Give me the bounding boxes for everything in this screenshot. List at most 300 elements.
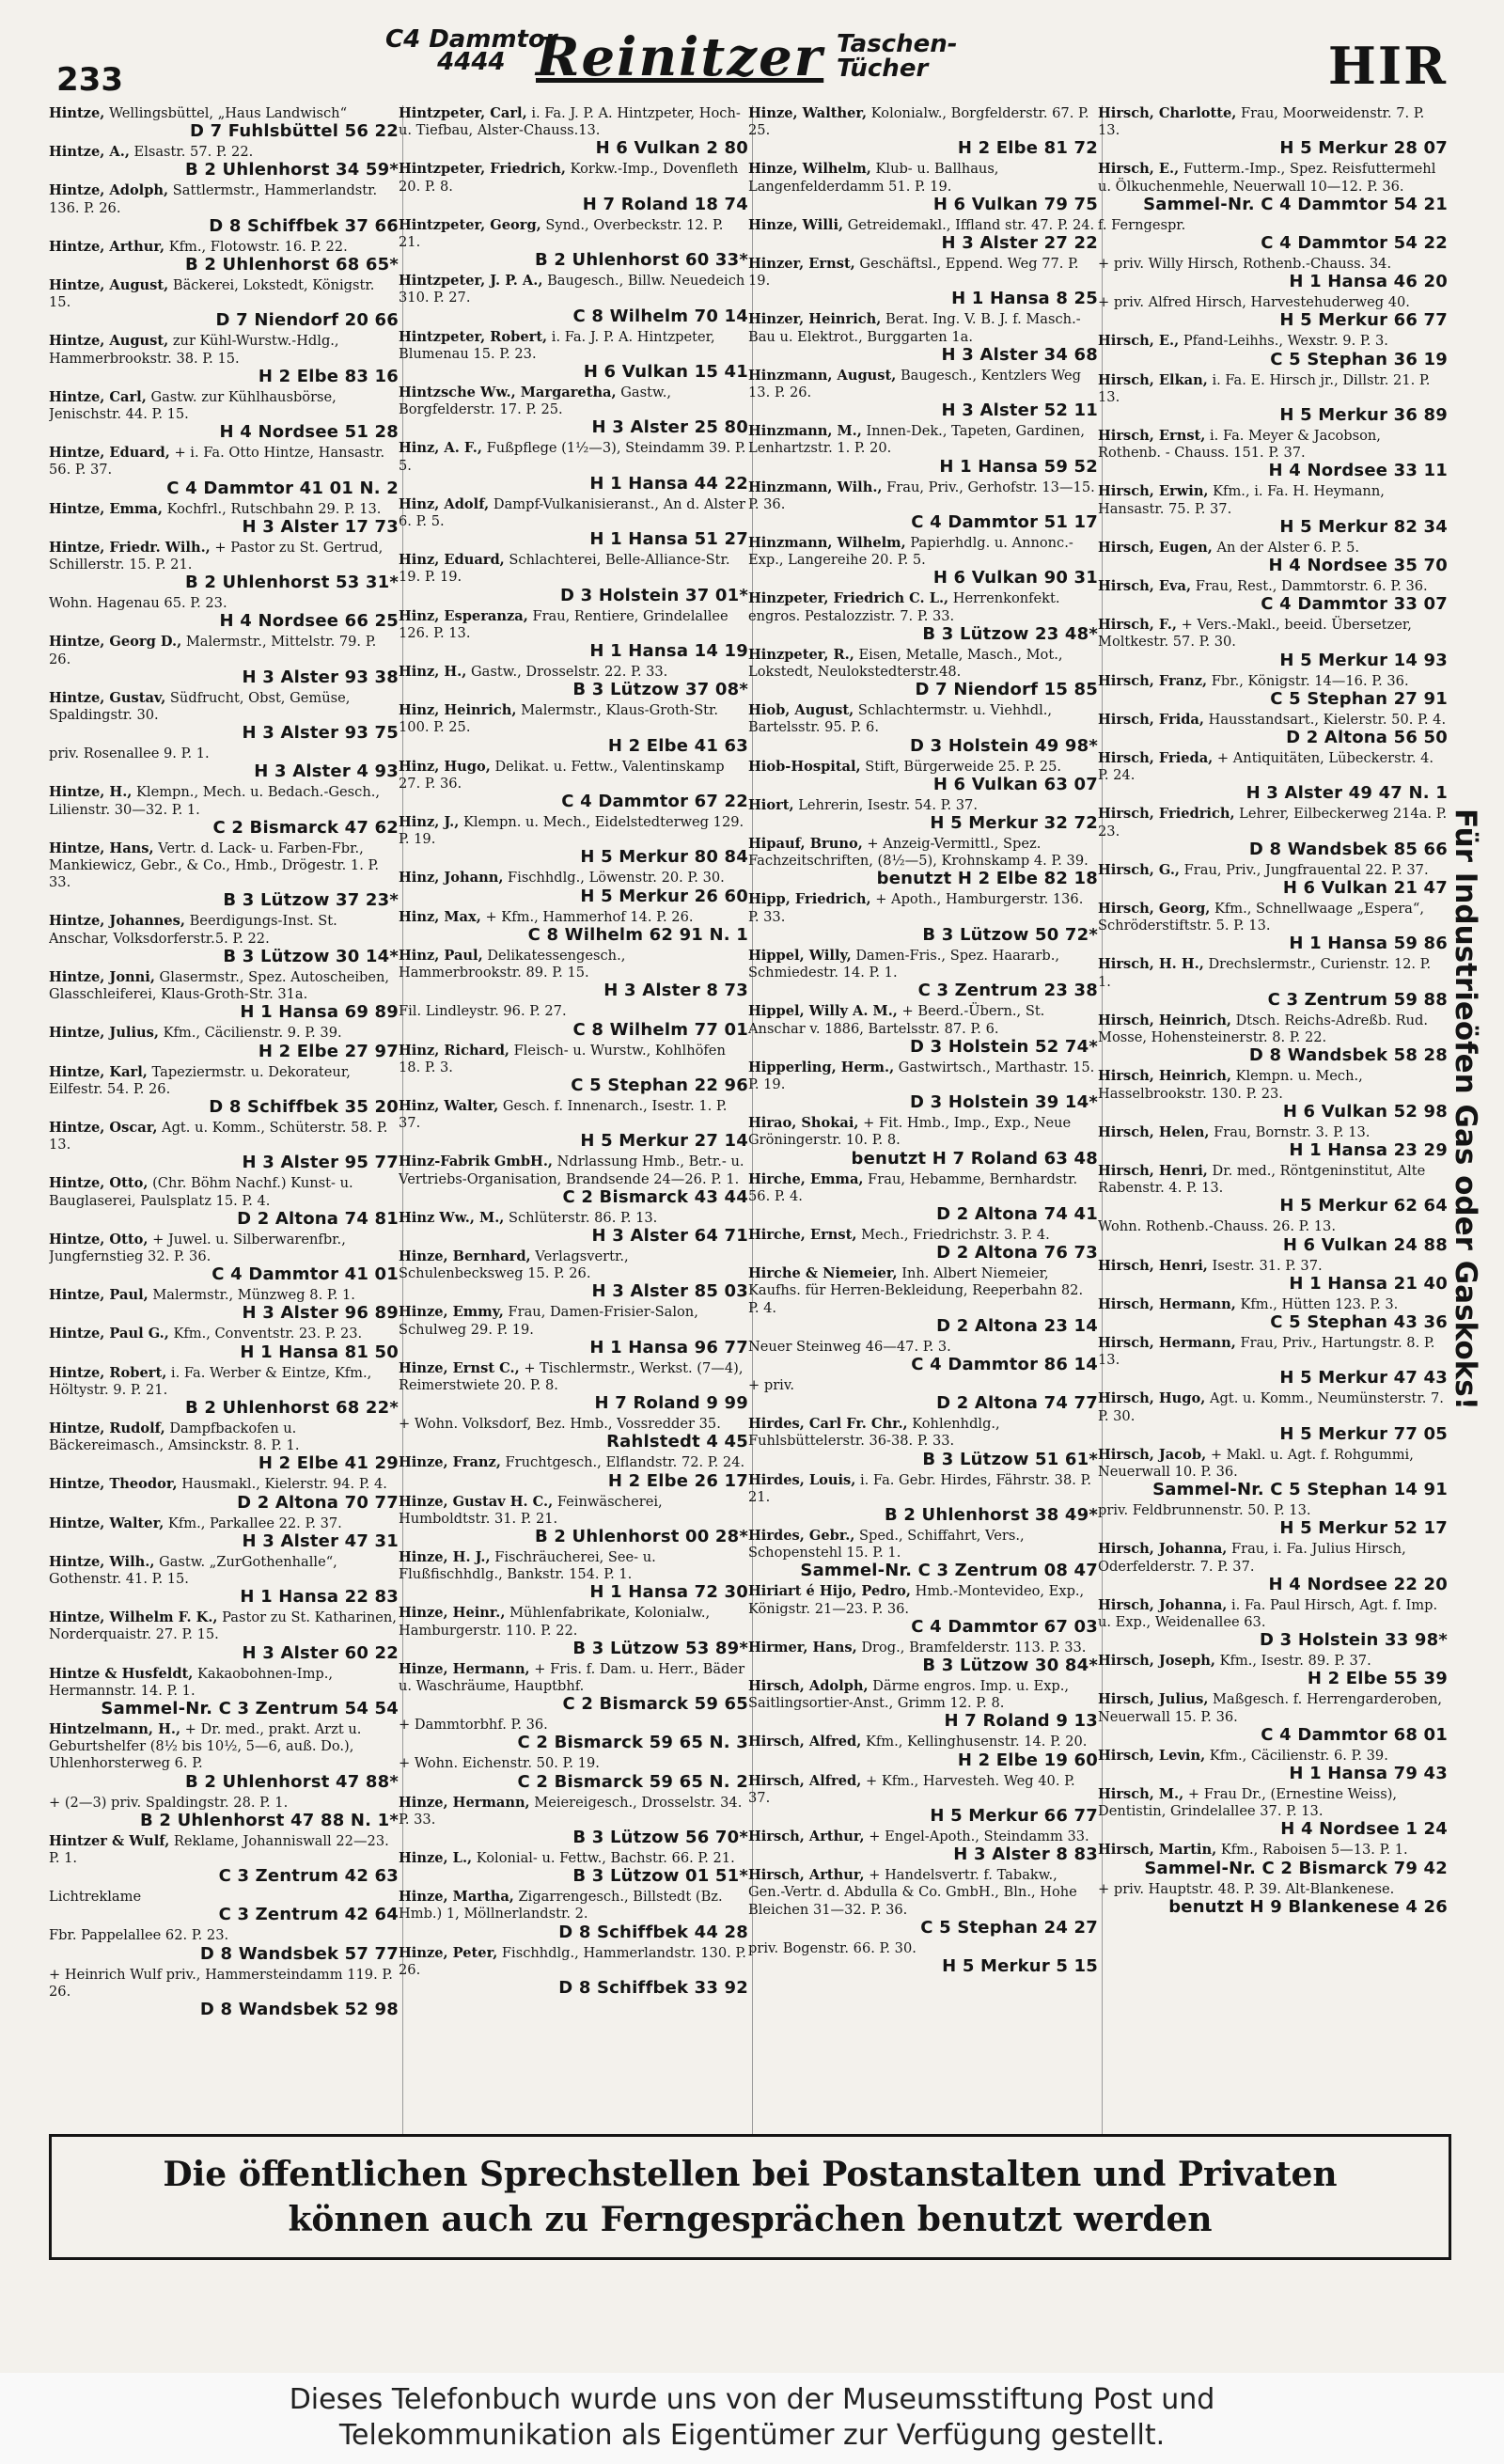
entry-name: Hintze, Otto, (49, 1231, 149, 1248)
directory-entry (1098, 540, 1448, 575)
entry-details: Frau, Rentiere, Grindelallee 126. P. 13. (399, 607, 728, 641)
entry-name: Hintze, Wilhelm F. K., (49, 1609, 218, 1626)
directory-entry (49, 1232, 399, 1284)
entry-phone-number: H 6 Vulkan 79 75 (932, 194, 1098, 214)
entry-details: + Tischlermstr., Werkst. (7—4), Reimerstwiete 20. P. 8. (399, 1359, 744, 1393)
directory-entry (49, 1476, 399, 1512)
entry-phone-number: Sammel-Nr. C 5 Stephan 14 91 (1152, 1480, 1448, 1500)
entry-phone-number: H 5 Merkur 52 17 (1279, 1518, 1448, 1539)
directory-entry (49, 1365, 399, 1418)
entry-phone-number: D 2 Altona 76 73 (936, 1243, 1098, 1263)
entry-details: priv. Bogenstr. 66. P. 30. (748, 1939, 916, 1956)
entry-name: Hirsch, Heinrich, (1098, 1012, 1231, 1028)
directory-entry (1098, 161, 1448, 213)
entry-phone-number: D 7 Fuhlsbüttel 56 22 (189, 121, 399, 142)
entry-details: Feinwäscherei, Humboldtstr. 31. P. 21. (399, 1493, 663, 1527)
entry-name: Hirsch, Arthur, (748, 1867, 865, 1884)
directory-entry (399, 608, 748, 661)
entry-phone-number: B 2 Uhlenhorst 00 28* (534, 1526, 748, 1546)
entry-details: Drog., Bramfelderstr. 113. P. 33. (861, 1639, 1087, 1656)
entry-details: Malermstr., Münzweg 8. P. 1. (152, 1287, 355, 1304)
directory-entry (49, 1025, 399, 1060)
directory-entry (49, 1609, 399, 1662)
entry-phone-number: C 3 Zentrum 23 38 (917, 981, 1098, 1001)
directory-entry (1098, 294, 1448, 330)
directory-entry (1098, 256, 1448, 291)
entry-phone-number: Sammel-Nr. C 3 Zentrum 54 54 (101, 1698, 399, 1719)
directory-entry (49, 1515, 399, 1551)
directory-entry (748, 311, 1098, 364)
entry-name: Hinze, Martha, (399, 1889, 514, 1906)
entry-details: Klempn. u. Mech., Hasselbrookstr. 130. P. 23. (1098, 1068, 1363, 1102)
entry-details: + Heinrich Wulf priv., Hammersteindamm 119. P. 26. (49, 1966, 393, 2000)
directory-entry (748, 702, 1098, 755)
entry-details: Beerdigungs-Inst. St. Anschar, Volksdorferstr.5. P. 22. (49, 913, 337, 947)
entry-name: Hintzpeter, Friedrich, (399, 161, 566, 178)
entry-details: Fruchtgesch., Elflandstr. 72. P. 24. (505, 1454, 745, 1471)
entry-name: Hinz-Fabrik GmbH., (399, 1154, 553, 1170)
entry-details: Kfm., Cäcilienstr. 9. P. 39. (163, 1025, 342, 1042)
entry-phone-number: D 3 Holstein 49 98* (910, 735, 1098, 756)
entry-details: Lehrer, Eilbeckerweg 214a. P. 23. (1098, 806, 1448, 840)
entry-name: Hirsch, Alfred, (748, 1734, 862, 1750)
entry-details: Fleisch- u. Wurstw., Kohlhöfen 18. P. 3. (399, 1042, 726, 1075)
entry-name: Hirsch, Alfred, (748, 1772, 862, 1789)
entry-details: + Kfm., Hammerhof 14. P. 26. (485, 908, 694, 925)
entry-details: Inh. Albert Niemeier, Kaufhs. für Herren-Bekleidung, Reeperbahn 82. P. 4. (748, 1265, 1084, 1316)
entry-details: Tapeziermstr. u. Dekorateur, Eilfestr. 54. P. 26. (49, 1063, 351, 1097)
entry-details: Kolonial- u. Fettw., Bachstr. 66. P. 21. (476, 1849, 735, 1866)
entry-name: Hirsch, Erwin, (1098, 483, 1209, 500)
page-header (47, 19, 1457, 103)
entry-phone-number: H 5 Merkur 47 43 (1279, 1368, 1448, 1389)
directory-entry (748, 1416, 1098, 1468)
entry-phone-number: C 5 Stephan 24 27 (920, 1917, 1098, 1938)
entry-phone-number: H 3 Alster 95 77 (242, 1153, 399, 1173)
header-index-key: HIR (1327, 36, 1448, 96)
directory-entry (748, 1773, 1098, 1826)
entry-details: Schlachtermstr. u. Viehhdl., Bartelsstr. 95. P. 6. (748, 702, 1053, 736)
entry-name: Hinzmann, August, (748, 367, 897, 384)
directory-entry (399, 1416, 748, 1452)
directory-entry (49, 333, 399, 385)
directory-entry (748, 1828, 1098, 1864)
entry-phone-number: C 5 Stephan 22 96 (571, 1075, 748, 1095)
entry-phone-number: H 2 Elbe 41 63 (607, 735, 748, 756)
entry-name: Hirsch, M., (1098, 1785, 1184, 1802)
directory-entry (399, 105, 748, 158)
entry-details: Frau, i. Fa. Julius Hirsch, Oderfelderstr. 7. P. 37. (1098, 1541, 1406, 1575)
entry-details: + priv. Alfred Hirsch, Harvestehuderweg 40. (1098, 294, 1410, 311)
entry-name: Hirsch, H. H., (1098, 956, 1204, 973)
directory-entry (748, 161, 1098, 213)
directory-entry (1098, 372, 1448, 425)
directory-entry (399, 814, 748, 867)
entry-name: Hirsch, Johanna, (1098, 1541, 1228, 1558)
entry-phone-number: D 8 Wandsbek 57 77 (199, 1943, 399, 1964)
entry-phone-number: H 2 Elbe 26 17 (607, 1470, 748, 1491)
entry-name: Hirsch, Georg, (1098, 901, 1211, 918)
entry-details: Kfm., Flotowstr. 16. P. 22. (168, 238, 348, 255)
entry-name: Hinz, Richard, (399, 1042, 509, 1059)
entry-phone-number: H 3 Alster 34 68 (941, 344, 1098, 365)
entry-details: Sped., Schiffahrt, Vers., Schopenstehl 15. P. 1. (748, 1527, 1025, 1562)
entry-name: Hirsch, Levin, (1098, 1747, 1206, 1764)
entry-details: Geschäftsl., Eppend. Weg 77. P. 19. (748, 256, 1079, 290)
entry-details: Damen-Fris., Spez. Haararb., Schmiedestr. 14. P. 1. (748, 947, 1060, 981)
entry-name: Hintze, Friedr. Wilh., (49, 539, 211, 556)
entry-name: Hirsch, G., (1098, 861, 1180, 878)
entry-phone-number: H 2 Elbe 55 39 (1307, 1669, 1448, 1689)
directory-column-4 (1098, 105, 1451, 2141)
entry-details: i. Fa. Gebr. Hirdes, Fährstr. 38. P. 21. (748, 1471, 1092, 1505)
entry-name: Hintze, Walter, (49, 1514, 164, 1531)
directory-entry (748, 368, 1098, 420)
entry-phone-number: H 3 Alster 93 75 (242, 723, 399, 744)
entry-details: Kfm., Hütten 123. P. 3. (1240, 1295, 1399, 1312)
entry-phone-number: C 5 Stephan 36 19 (1270, 349, 1448, 369)
entry-phone-number: B 2 Uhlenhorst 34 59* (184, 160, 399, 180)
entry-details: Kolonialw., Borgfelderstr. 67. P. 25. (748, 105, 1089, 139)
directory-entry (748, 256, 1098, 308)
entry-name: Hinze, Walther, (748, 105, 868, 121)
directory-entry (49, 784, 399, 837)
entry-name: Hintze, Carl, (49, 388, 147, 405)
directory-entry (1098, 1748, 1448, 1783)
directory-entry (748, 1227, 1098, 1263)
entry-details: i. Fa. E. Hirsch jr., Dillstr. 21. P. 13. (1098, 371, 1431, 405)
entry-details: priv. Feldbrunnenstr. 50. P. 13. (1098, 1502, 1311, 1519)
entry-details: Fbr. Pappelallee 62. P. 23. (49, 1927, 229, 1944)
entry-details: Kfm., Raboisen 5—13. P. 1. (1220, 1842, 1408, 1859)
directory-entry (399, 161, 748, 213)
header-ad-exchange-name: C4 Dammtor (385, 25, 557, 54)
notice-box (49, 2134, 1451, 2260)
entry-name: Hintze, Paul G., (49, 1326, 169, 1342)
directory-entry (1098, 1786, 1448, 1839)
directory-entry (399, 496, 748, 549)
directory-entry (399, 1360, 748, 1413)
entry-details: zur Kühl-Wurstw.-Hdlg., Hammerbrookstr. 38. P. 15. (49, 333, 339, 367)
entry-phone-number: H 4 Nordsee 1 24 (1280, 1819, 1448, 1840)
entry-name: Hirsch, Heinrich, (1098, 1068, 1231, 1085)
directory-entry (49, 1326, 399, 1361)
entry-details: + Juwel. u. Silberwarenfbr., Jungfernstieg 32. P. 36. (49, 1231, 346, 1264)
entry-details: Fischhdlg., Löwenstr. 20. P. 30. (508, 870, 725, 887)
directory-entry (1098, 1335, 1448, 1388)
entry-name: Hinzmann, Wilhelm, (748, 535, 906, 552)
directory-entry (399, 440, 748, 493)
entry-details: Lehrerin, Isestr. 54. P. 37. (798, 796, 978, 813)
entry-details: Kfm., i. Fa. H. Heymann, Hansastr. 75. P. 37. (1098, 483, 1385, 517)
entry-details: Innen-Dek., Tapeten, Gardinen, Lenhartzstr. 1. P. 20. (748, 423, 1085, 457)
entry-details: Hausstandsart., Kielerstr. 50. P. 4. (1208, 711, 1447, 728)
entry-details: Isestr. 31. P. 37. (1212, 1257, 1323, 1274)
entry-name: Hirsch, Jacob, (1098, 1446, 1207, 1463)
directory-entry (49, 1420, 399, 1473)
entry-details: Dr. med., Röntgeninstitut, Alte Rabenstr. 4. P. 13. (1098, 1162, 1426, 1197)
entry-details: Schlüterstr. 86. P. 13. (509, 1209, 658, 1226)
entry-name: Hinzpeter, R., (748, 646, 854, 663)
entry-phone-number: H 5 Merkur 66 77 (1279, 310, 1448, 331)
entry-details: Mech., Friedrichstr. 3. P. 4. (861, 1226, 1050, 1243)
entry-details: Frau, Rest., Dammtorstr. 6. P. 36. (1195, 578, 1428, 595)
entry-name: Hintzpeter, Georg, (399, 216, 541, 233)
directory-entry (49, 634, 399, 686)
directory-entry (399, 1454, 748, 1490)
entry-name: Hinze, Franz, (399, 1454, 501, 1471)
entry-details: Hmb.-Montevideo, Exp., Königstr. 21—23. P. 36. (748, 1583, 1085, 1617)
directory-column-2 (399, 105, 753, 2141)
entry-phone-number: D 7 Niendorf 15 85 (915, 680, 1098, 700)
entry-details: Neuer Steinweg 46—47. P. 3. (748, 1338, 951, 1355)
directory-entry (49, 969, 399, 1022)
entry-name: Hinz, Johann, (399, 870, 504, 887)
entry-phone-number: H 1 Hansa 22 83 (240, 1587, 399, 1608)
entry-details: Gastwirtsch., Marthastr. 15. P. 19. (748, 1059, 1095, 1092)
entry-phone-number: H 5 Merkur 77 05 (1279, 1423, 1448, 1444)
entry-name: Hintze, Karl, (49, 1063, 148, 1080)
entry-details: Papierhdlg. u. Annonc.-Exp., Langereihe 20. P. 5. (748, 535, 1073, 569)
entry-phone-number: benutzt H 9 Blankenese 4 26 (1168, 1896, 1448, 1917)
entry-details: + Wohn. Volksdorf, Bez. Hmb., Vossredder 35. (399, 1416, 721, 1433)
directory-entry (49, 1889, 399, 1924)
entry-name: Hiob, August, (748, 702, 854, 719)
entry-phone-number: C 8 Wilhelm 77 01 (572, 1019, 748, 1040)
entry-phone-number: D 2 Altona 70 77 (237, 1492, 399, 1513)
entry-phone-number: C 4 Dammtor 68 01 (1261, 1724, 1448, 1745)
entry-name: Hirsch, Franz, (1098, 672, 1208, 689)
entry-details: Gastw., Borgfelderstr. 17. P. 25. (399, 385, 671, 418)
entry-phone-number: C 8 Wilhelm 62 91 N. 1 (527, 924, 748, 945)
directory-entry (1098, 1296, 1448, 1332)
directory-entry (399, 870, 748, 905)
entry-details: Pastor zu St. Katharinen, Norderquaistr. 27. P. 15. (49, 1609, 397, 1643)
entry-details: Ndrlassung Hmb., Betr.- u. Vertriebs-Organisation, Brandsende 24—26. P. 1. (399, 1154, 744, 1187)
entry-name: Hinzmann, M., (748, 423, 862, 440)
entry-name: Hinz, Esperanza, (399, 607, 528, 624)
entry-phone-number: H 2 Elbe 83 16 (258, 366, 399, 386)
entry-details: Agt. u. Komm., Neumünsterstr. 7. P. 30. (1098, 1390, 1444, 1424)
directory-entry (1098, 673, 1448, 709)
entry-details: Kakaobohnen-Imp., Hermannstr. 14. P. 1. (49, 1665, 334, 1699)
entry-details: Frau, Hebamme, Bernhardstr. 56. P. 4. (748, 1170, 1078, 1204)
entry-phone-number: H 1 Hansa 8 25 (951, 289, 1098, 309)
entry-details: + priv. Hauptstr. 48. P. 39. Alt-Blankenese. (1098, 1880, 1395, 1897)
entry-phone-number: B 3 Lützow 53 89* (572, 1638, 748, 1658)
entry-name: Hintze, H., (49, 784, 133, 801)
entry-name: Hirsch, Henri, (1098, 1257, 1208, 1274)
entry-details: Malermstr., Mittelstr. 79. P. 26. (49, 634, 377, 667)
entry-details: Gastw. zur Kühlhausbörse, Jenischstr. 44. P. 15. (49, 388, 337, 423)
entry-phone-number: D 7 Niendorf 20 66 (215, 310, 399, 331)
entry-phone-number: B 3 Lützow 50 72* (922, 924, 1098, 945)
entry-name: Hirmer, Hans, (748, 1639, 857, 1656)
entry-details: + Anzeig-Vermittl., Spez. Fachzeitschriften, (8½—5), Krohnskamp 4. P. 39. (748, 836, 1089, 870)
entry-phone-number: H 1 Hansa 44 22 (589, 473, 748, 494)
entry-name: Hintze, Rudolf, (49, 1420, 165, 1436)
directory-entry (1098, 956, 1448, 1009)
directory-entry (399, 1549, 748, 1602)
entry-phone-number: D 8 Schiffbek 33 92 (558, 1978, 748, 1998)
entry-name: Hintze, Otto, (49, 1175, 149, 1192)
entry-details: + priv. Willy Hirsch, Rothenb.-Chauss. 34. (1098, 256, 1392, 273)
entry-phone-number: C 4 Dammtor 51 17 (911, 512, 1098, 533)
directory-entry (748, 1678, 1098, 1731)
entry-name: Hirsch, Adolph, (748, 1677, 869, 1694)
directory-entry (1098, 1691, 1448, 1744)
entry-details: Fußpflege (1½—3), Steindamm 39. P. 5. (399, 440, 746, 474)
entry-name: Hinze, L., (399, 1849, 473, 1866)
entry-details: Bäckerei, Lokstedt, Königstr. 15. (49, 277, 375, 311)
entry-name: Hinze, Willi, (748, 216, 844, 233)
entry-name: Hinz, Max, (399, 908, 481, 925)
directory-entry (1098, 1597, 1448, 1650)
entry-name: Hirsch, Ernst, (1098, 428, 1206, 445)
directory-entry (49, 595, 399, 631)
directory-entry (748, 217, 1098, 253)
entry-details: Fbr., Königstr. 14—16. P. 36. (1211, 672, 1409, 689)
entry-name: Hirsch, Frida, (1098, 711, 1204, 728)
entry-name: Hippel, Willy, (748, 947, 852, 964)
entry-details: Hausmakl., Kielerstr. 94. P. 4. (181, 1476, 387, 1493)
directory-entry (49, 389, 399, 442)
entry-name: Hintze, Johannes, (49, 913, 185, 930)
entry-details: Lichtreklame (49, 1889, 142, 1906)
entry-details: Maßgesch. f. Herrengarderoben, Neuerwall 15. P. 36. (1098, 1691, 1443, 1725)
entry-phone-number: D 2 Altona 74 81 (237, 1208, 399, 1229)
directory-entry (748, 1734, 1098, 1769)
entry-details: + Beerd.-Übern., St. Anschar v. 1886, Bartelsstr. 87. P. 6. (748, 1003, 1045, 1037)
entry-phone-number: D 8 Wandsbek 58 28 (1248, 1045, 1448, 1066)
directory-entry (748, 1265, 1098, 1336)
entry-name: Hinz, Hugo, (399, 758, 491, 775)
directory-entry (1098, 750, 1448, 803)
entry-details: Wohn. Hagenau 65. P. 23. (49, 595, 227, 612)
entry-phone-number: H 3 Alster 85 03 (591, 1281, 748, 1302)
entry-phone-number: C 4 Dammtor 67 03 (911, 1616, 1098, 1637)
directory-entry (399, 1795, 748, 1847)
entry-phone-number: C 3 Zentrum 59 88 (1267, 989, 1448, 1010)
entry-name: Hirsch, E., (1098, 161, 1180, 178)
entry-phone-number: H 6 Vulkan 90 31 (932, 568, 1098, 589)
entry-phone-number: H 1 Hansa 21 40 (1289, 1273, 1448, 1294)
entry-phone-number: B 2 Uhlenhorst 47 88 N. 1* (140, 1810, 399, 1830)
entry-phone-number: C 4 Dammtor 54 22 (1261, 233, 1448, 254)
entry-name: Hintze, Julius, (49, 1025, 159, 1042)
entry-details: Pfand-Leihhs., Wexstr. 9. P. 3. (1183, 333, 1388, 350)
entry-phone-number: D 2 Altona 74 77 (936, 1393, 1098, 1414)
entry-details: + Frau Dr., (Ernestine Weiss), Dentistin, Grindelallee 37. P. 13. (1098, 1785, 1398, 1820)
entry-details: Getreidemakl., Iffland str. 47. P. 24. (847, 216, 1095, 233)
entry-phone-number: D 2 Altona 74 41 (936, 1203, 1098, 1224)
entry-name: Hirsch, Charlotte, (1098, 105, 1237, 121)
directory-entry (399, 1945, 748, 1998)
directory-entry (49, 1833, 399, 1886)
directory-entry (399, 664, 748, 699)
directory-entry (1098, 1163, 1448, 1216)
directory-entry (748, 647, 1098, 699)
entry-phone-number: H 2 Elbe 19 60 (957, 1750, 1098, 1770)
entry-details: + Antiquitäten, Lübeckerstr. 4. P. 24. (1098, 750, 1434, 784)
entry-details: + Engel-Apoth., Steindamm 33. (869, 1828, 1089, 1844)
directory-entry (399, 1605, 748, 1657)
directory-entry (399, 329, 748, 382)
entry-phone-number: Sammel-Nr. C 2 Bismarck 79 42 (1144, 1858, 1448, 1878)
directory-entry (748, 1867, 1098, 1938)
entry-details: Gastw. „ZurGothenhalle“, Gothenstr. 41. P. 15. (49, 1553, 337, 1587)
entry-phone-number: Sammel-Nr. C 4 Dammtor 54 21 (1143, 194, 1448, 214)
notice-line-1: Die öffentlichen Sprechstellen bei Postanstalten und Privaten (163, 2155, 1338, 2194)
entry-details: + priv. (748, 1376, 795, 1393)
directory-entry (1098, 862, 1448, 898)
entry-name: Hirsch, Arthur, (748, 1828, 865, 1844)
directory-entry (49, 1967, 399, 2019)
entry-name: Hintzpeter, Carl, (399, 105, 527, 121)
entry-name: Hintze, Wilh., (49, 1553, 155, 1570)
directory-entry (1098, 1012, 1448, 1065)
directory-entry (748, 423, 1098, 476)
entry-name: Hirdes, Louis, (748, 1471, 856, 1488)
directory-entry (399, 1494, 748, 1546)
directory-entry (1098, 333, 1448, 369)
entry-details: + Pastor zu St. Gertrud, Schillerstr. 15. P. 21. (49, 539, 384, 573)
entry-phone-number: C 5 Stephan 27 91 (1270, 688, 1448, 709)
entry-name: Hirao, Shokai, (748, 1115, 859, 1132)
entry-name: Hirsch, Martin, (1098, 1842, 1217, 1859)
entry-phone-number: H 5 Merkur 14 93 (1279, 650, 1448, 670)
entry-name: Hirsch, Johanna, (1098, 1596, 1228, 1613)
entry-name: Hintze, Gustav, (49, 689, 166, 706)
entry-details: i. Fa. Meyer & Jacobson, Rothenb. - Chauss. 151. P. 37. (1098, 428, 1381, 462)
entry-details: Kohlenhdlg., Fuhlsbüttelerstr. 36-38. P. 33. (748, 1416, 1000, 1450)
entry-name: Hintze, (49, 105, 105, 121)
entry-name: Hinz, J., (399, 814, 460, 831)
entry-name: Hintze, August, (49, 333, 169, 350)
directory-entry (399, 1661, 748, 1714)
entry-name: Hintze, Robert, (49, 1364, 167, 1381)
entry-phone-number: C 5 Stephan 43 36 (1270, 1311, 1448, 1332)
entry-phone-number: H 6 Vulkan 52 98 (1282, 1101, 1448, 1122)
entry-name: Hintze, A., (49, 144, 130, 161)
directory-entry (399, 1889, 748, 1941)
side-advertisement (1445, 808, 1482, 1655)
entry-name: Hiob-Hospital, (748, 758, 861, 775)
entry-name: Hirsch, Eva, (1098, 578, 1192, 595)
directory-entry (399, 552, 748, 604)
entry-details: Reklame, Johanniswall 22—23. P. 1. (49, 1832, 389, 1866)
entry-name: Hinzer, Ernst, (748, 256, 855, 273)
entry-phone-number: H 5 Merkur 32 72 (930, 813, 1098, 834)
directory-entry (748, 1940, 1098, 1976)
entry-details: Fil. Lindleystr. 96. P. 27. (399, 1003, 567, 1020)
entry-details: + (2—3) priv. Spaldingstr. 28. P. 1. (49, 1794, 289, 1811)
entry-details: Frau, Priv., Hartungstr. 8. P. 13. (1098, 1334, 1435, 1369)
entry-phone-number: C 2 Bismarck 43 44 (562, 1186, 748, 1207)
entry-phone-number: H 4 Nordsee 66 25 (219, 611, 399, 632)
entry-details: Dtsch. Reichs-Adreßb. Rud. Mosse, Hohensteinerstr. 8. P. 22. (1098, 1012, 1428, 1046)
header-ad-product-line1: Taschen- (837, 30, 958, 58)
directory-entry (49, 1554, 399, 1607)
header-ad-product (837, 32, 958, 81)
entry-phone-number: H 6 Vulkan 21 47 (1282, 878, 1448, 899)
entry-phone-number: H 3 Alster 49 47 N. 1 (1246, 783, 1448, 804)
notice-line-2: können auch zu Ferngesprächen benutzt werden (288, 2200, 1213, 2239)
entry-name: Hirsch, E., (1098, 333, 1180, 350)
directory-entry (748, 1171, 1098, 1224)
entry-name: Hintze, Jonni, (49, 968, 155, 985)
directory-entry (399, 1755, 748, 1791)
